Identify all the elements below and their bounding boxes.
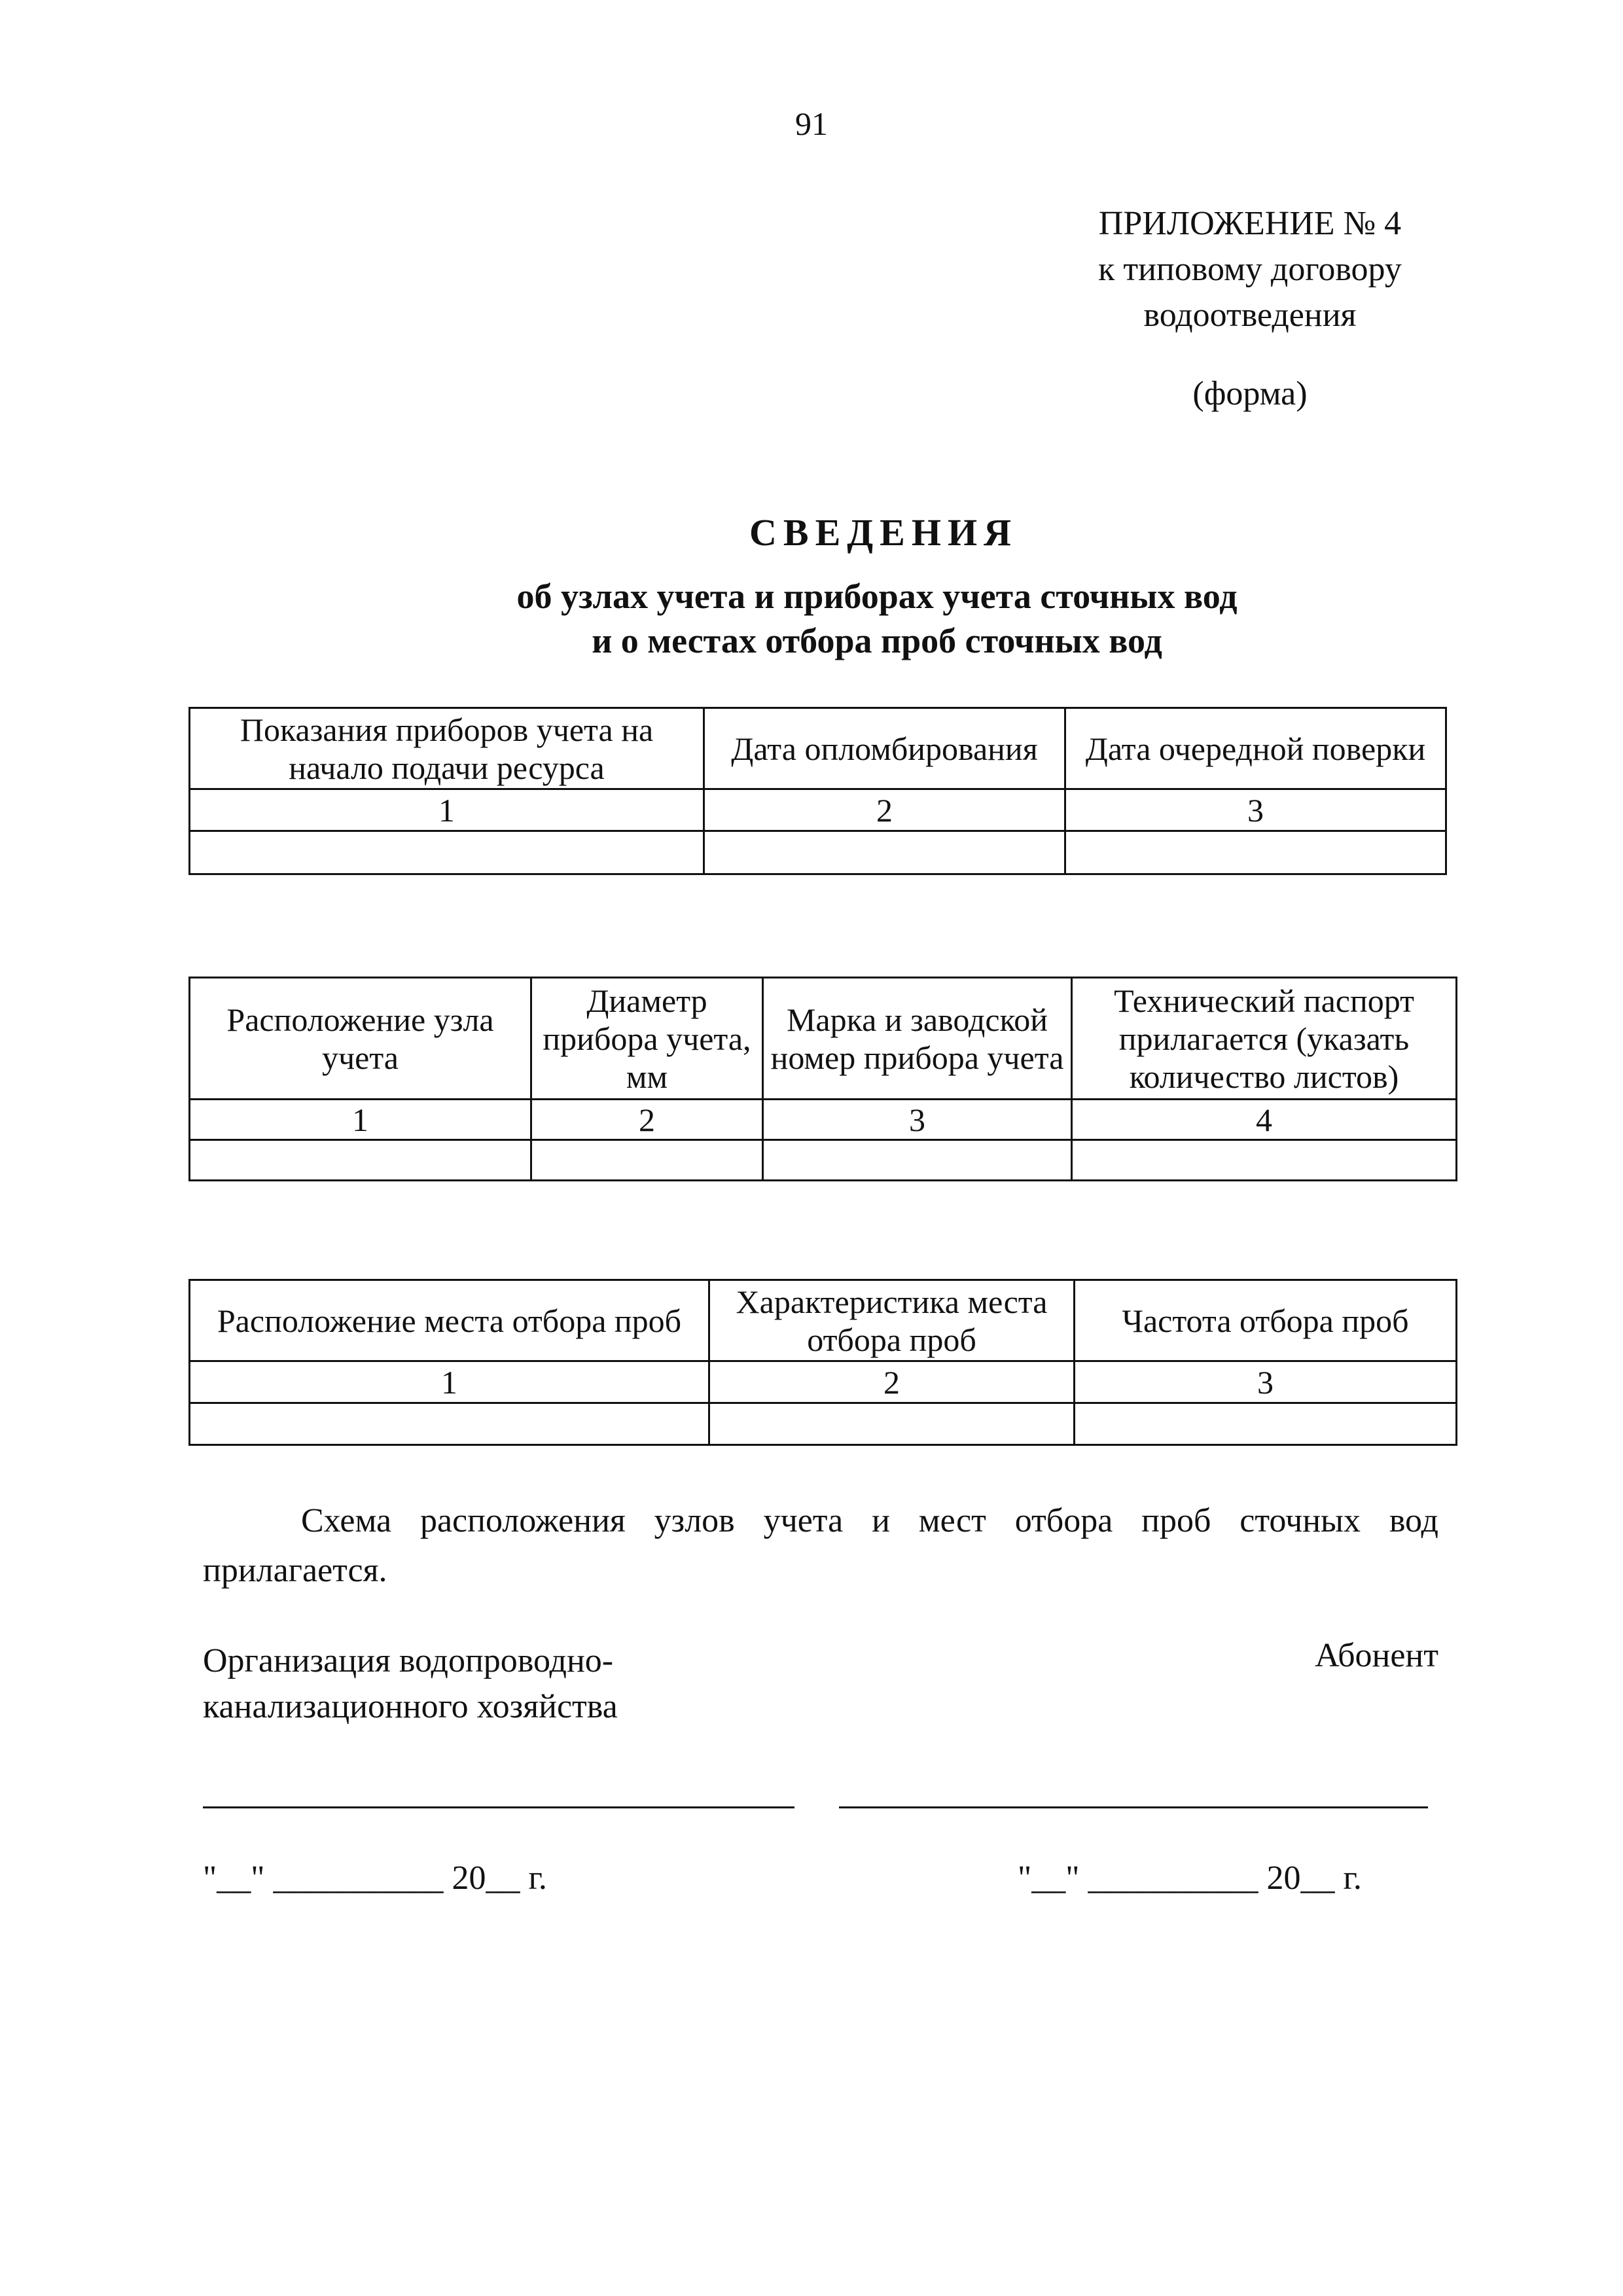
- metering-units-table: [188, 977, 1457, 1181]
- empty-cell[interactable]: [704, 831, 1065, 874]
- table-header-row: [190, 1280, 1457, 1361]
- column-number: 1: [190, 789, 704, 831]
- table-header-row: [190, 978, 1457, 1100]
- appendix-title: ПРИЛОЖЕНИЕ № 4: [1098, 205, 1402, 242]
- table-header-row: [190, 708, 1446, 789]
- header-next-verification-date: Дата очередной поверки: [1065, 708, 1446, 789]
- empty-cell[interactable]: [1065, 831, 1446, 874]
- page-number: 91: [795, 105, 828, 142]
- scheme-attachment-text: Схема расположения узлов учета и мест отбора проб сточных вод прилагается.: [203, 1502, 1438, 1589]
- header-device-model-number: Марка и заводской номер прибора учета: [763, 978, 1072, 1100]
- subscriber-label: Абонент: [1315, 1637, 1438, 1674]
- empty-cell[interactable]: [190, 1140, 531, 1181]
- empty-cell[interactable]: [531, 1140, 763, 1181]
- column-number: 2: [531, 1100, 763, 1140]
- header-meter-readings: Показания приборов учета на начало подачи ресурса: [190, 708, 704, 789]
- table-row: [190, 1403, 1457, 1445]
- empty-cell[interactable]: [709, 1403, 1075, 1445]
- table-number-row: [190, 1100, 1457, 1140]
- column-number: 2: [709, 1361, 1075, 1403]
- empty-cell[interactable]: [1075, 1403, 1457, 1445]
- organization-label-line2: канализационного хозяйства: [203, 1688, 618, 1725]
- column-number: 2: [704, 789, 1065, 831]
- column-number: 1: [190, 1100, 531, 1140]
- header-sealing-date: Дата опломбирования: [704, 708, 1065, 789]
- appendix-subtitle-line1: к типовому договору: [1098, 251, 1402, 288]
- header-sampling-location: Расположение места отбора проб: [190, 1280, 709, 1361]
- column-number: 3: [1075, 1361, 1457, 1403]
- sampling-points-table: [188, 1279, 1457, 1446]
- column-number: 4: [1072, 1100, 1457, 1140]
- column-number: 1: [190, 1361, 709, 1403]
- header-device-diameter: Диаметр прибора учета, мм: [531, 978, 763, 1100]
- organization-date-field[interactable]: "__" __________ 20__ г.: [203, 1859, 547, 1897]
- header-unit-location: Расположение узла учета: [190, 978, 531, 1100]
- table-row: [190, 1140, 1457, 1181]
- empty-cell[interactable]: [1072, 1140, 1457, 1181]
- document-subtitle-line2: и о местах отбора проб сточных вод: [592, 621, 1162, 660]
- organization-label-line1: Организация водопроводно-: [203, 1642, 614, 1679]
- empty-cell[interactable]: [190, 831, 704, 874]
- table-number-row: [190, 789, 1446, 831]
- header-sampling-frequency: Частота отбора проб: [1075, 1280, 1457, 1361]
- column-number: 3: [1065, 789, 1446, 831]
- subscriber-signature-line[interactable]: [839, 1806, 1428, 1808]
- document-title: СВЕДЕНИЯ: [749, 511, 1018, 554]
- header-technical-passport: Технический паспорт прилагается (указать количество листов): [1072, 978, 1457, 1100]
- table-number-row: [190, 1361, 1457, 1403]
- header-sampling-characteristics: Характеристика места отбора проб: [709, 1280, 1075, 1361]
- empty-cell[interactable]: [763, 1140, 1072, 1181]
- form-label: (форма): [1192, 375, 1308, 412]
- meter-readings-table: [188, 707, 1447, 875]
- column-number: 3: [763, 1100, 1072, 1140]
- subscriber-date-field[interactable]: "__" __________ 20__ г.: [1018, 1859, 1362, 1897]
- organization-signature-line[interactable]: [203, 1806, 794, 1808]
- empty-cell[interactable]: [190, 1403, 709, 1445]
- appendix-subtitle-line2: водоотведения: [1143, 296, 1357, 334]
- document-subtitle-line1: об узлах учета и приборах учета сточных вод: [516, 577, 1238, 616]
- table-row: [190, 831, 1446, 874]
